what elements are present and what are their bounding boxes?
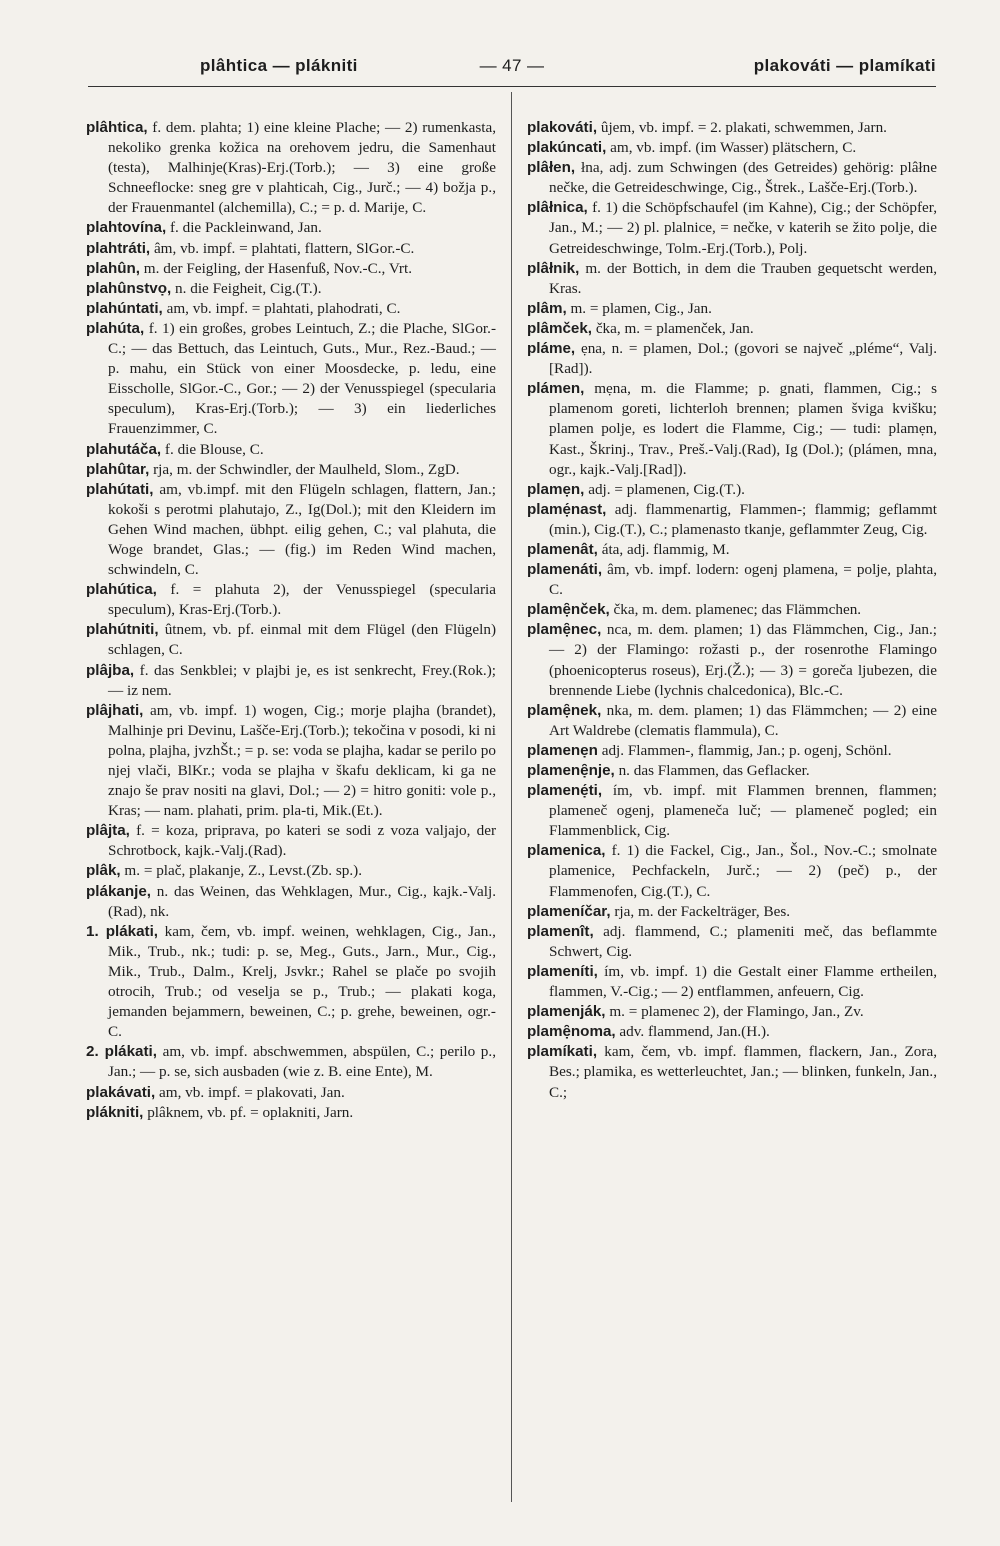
headword: plamẹ̑nček, [527,601,610,619]
definition: am, vb. impf. 1) wogen, Cig.; morje plajha (brandet), Malhinje pri Devinu, Lašče-Erj.(Torb.); tekočina v posodi, ki ni polna, plajha, jvzhŠt.; = p. se: voda se plajha, kadar se perilo po njej vlači, BlKr.; voda se plajha v škafu deklicam, ki ga ne znajo še prav nositi na glavi, Dol.; — 2) = hitro goniti: vole p., Kras; — nam. plahati, prim. pla-ti, Mik.(Et.). [108,701,496,820]
dictionary-entry [86,218,496,238]
page-number: — 47 — [479,56,545,75]
definition: n. das Weinen, das Wehklagen, Mur., Cig., kajk.-Valj.(Rad), nk. [108,882,496,920]
definition: ím, vb. impf. mit Flammen brennen, flammen; plameneč ogenj, plameneča luč; — plameneč pogled; ein Flammenblick, Cig. [549,782,937,840]
running-header [88,56,936,86]
headword: plâłen, [527,159,576,177]
definition: f. = plahuta 2), der Venusspiegel (specularia speculum), Kras-Erj.(Torb.). [108,581,496,619]
headword: plamíkati, [527,1043,598,1061]
headword: plamenẹ́ti, [527,782,603,800]
definition: adj. flammend, C.; plameniti meč, das beflammte Schwert, Cig. [549,922,937,960]
headword: plâjba, [86,661,135,679]
headword: plamenáti, [527,561,603,579]
headword: plâmček, [527,319,593,337]
headword: plamenják, [527,1003,606,1021]
definition: ím, vb. impf. 1) die Gestalt einer Flamme ertheilen, flammen, V.-Cig.; — 2) entflammen, anfeuern, Cig. [549,962,937,1001]
definition: f. = koza, priprava, po kateri se sodi z voza valjajo, der Schrotbock, kajk.-Valj.(Rad). [108,822,496,860]
headword: plamẹ́nast, [527,500,607,518]
definition: plâknem, vb. pf. = oplakniti, Jarn. [143,1103,354,1121]
dictionary-entry [527,1042,937,1102]
dictionary-entry [527,480,937,500]
dictionary-entry [527,339,937,379]
dictionary-entry [527,560,937,600]
definition: m. = plamenec 2), der Flamingo, Jan., Zv. [605,1003,864,1021]
definition: n. die Feigheit, Cig.(T.). [171,279,322,297]
headword: plâhtica, [86,119,148,136]
definition: áta, adj. flammig, M. [597,540,730,558]
dictionary-entry [527,701,937,741]
headword: plâk, [86,862,121,880]
definition: rja, m. der Fackelträger, Bes. [610,902,791,920]
definition: m. = plač, plakanje, Z., Levst.(Zb. sp.). [120,862,363,880]
column-divider [511,92,512,1502]
definition: nka, m. dem. plamen; 1) das Flämmchen; — 2) eine Art Waldrebe (clematis flammula), C. [549,701,937,739]
dictionary-entry [86,319,496,440]
definition: f. die Packleinwand, Jan. [166,219,322,237]
definition: f. dem. plahta; 1) eine kleine Plache; — 2) rumenkasta, nekoliko grenka kožica na orehovem jedru, die Samenhaut (testa), Malhinje(Kras)-Erj.(Torb.); — 3) eine große Schneeflocke: sneg gre v plahticah, Cig., Jurč.; — 4) božja p., der Frauenmantel (alchemilla), C.; = p. d. Marije, C. [108,119,496,217]
dictionary-entry [86,259,496,279]
definition: ûjem, vb. impf. = 2. plakati, schwemmen, Jarn. [597,119,887,136]
dictionary-entry [527,379,937,479]
headword: plahûnstvọ, [86,279,172,297]
definition: n. das Flammen, das Geflacker. [614,762,810,779]
left-column [86,118,496,1123]
definition: adj. Flammen-, flammig, Jan.; p. ogenj, Schönl. [597,741,892,759]
definition: kam, čem, vb. impf. flammen, flackern, Jan., Zora, Bes.; plamika, es wetterleuchtet, Jan.; — blinken, funkeln, Jan., C.; [549,1043,937,1101]
dictionary-entry [527,259,937,299]
headword: plakováti, [527,119,598,136]
dictionary-entry [86,440,496,460]
headword: pláme, [527,340,576,358]
headword: plamẹn, [527,480,585,498]
definition: adj. = plamenen, Cig.(T.). [584,480,745,498]
dictionary-entry [527,1002,937,1022]
headword: plameníčar, [527,902,611,920]
dictionary-entry [86,1083,496,1103]
dictionary-entry [86,882,496,922]
headword: plamenît, [527,922,594,940]
dictionary-entry [527,922,937,962]
header-rule [88,86,936,87]
headword: plahútniti, [86,621,159,639]
headword: plakúncati, [527,139,607,157]
dictionary-entry [527,620,937,700]
dictionary-entry [527,299,937,319]
dictionary-entry [86,1103,496,1123]
dictionary-entry [86,580,496,620]
dictionary-entry [527,781,937,841]
headword: plahtráti, [86,239,151,257]
definition: čka, m. = plamenček, Jan. [592,319,754,337]
headword: plâjhati, [86,701,144,719]
dictionary-entry [86,661,496,701]
headword: plamenât, [527,540,598,558]
definition: m. = plamen, Cig., Jan. [566,299,712,317]
dictionary-entry [527,841,937,901]
headword: plâm, [527,299,567,317]
headword: plahútati, [86,480,154,498]
headword: plamẹ̑noma, [527,1023,616,1041]
dictionary-entry [527,761,937,781]
dictionary-entry [86,701,496,822]
headword: plahûn, [86,259,140,277]
dictionary-entry [527,741,937,761]
dictionary-entry [527,1022,937,1042]
definition: am, vb. impf. = plakovati, Jan. [155,1083,345,1101]
right-column [527,118,937,1103]
definition: rja, m. der Schwindler, der Maulheld, Slom., ZgD. [149,460,460,478]
dictionary-entry [527,540,937,560]
headword: plamenica, [527,842,606,860]
definition: adj. flammenartig, Flammen-; flammig; geflammt (min.), Cig.(T.), C.; plamenasto tkanje, geflammter Zeug, Cig. [549,500,937,538]
definition: am, vb.impf. mit den Flügeln schlagen, flattern, Jan.; kokoši s perotmi plahutajo, Z., Ig(Dol.); mit den Kleidern im Gehen Wind machen, übhpt. eilig gehen, C.; val plahuta, die Woge brandet, Glas.; — (fig.) im Reden Wind machen, schwindeln, C. [108,480,496,579]
dictionary-entry [527,158,937,198]
dictionary-entry [86,821,496,861]
headword: plâjta, [86,822,130,840]
dictionary-entry [527,962,937,1002]
dictionary-entry [86,861,496,881]
definition: łna, adj. zum Schwingen (des Getreides) gehörig: plâłne nečke, die Getreideschwinge, Cig., Štrek., Lašče-Erj.(Torb.). [549,159,937,197]
definition: kam, čem, vb. impf. weinen, wehklagen, Cig., Jan., Mik., Trub., nk.; tudi: p. se, Meg., Guts., Jarn., Mur., Cig., Mik., Trub., Dalm., Krelj, Jsvkr.; Rahel se plače po svojih otrocih, Trub.; od veselja se p., Trub.; — plakati koga, jemanden bejammern, beweinen, C.; p. grehe, beweinen, ogr.-C. [108,922,496,1041]
dictionary-entry [86,239,496,259]
definition: nca, m. dem. plamen; 1) das Flämmchen, Cig., Jan.; — 2) der Flamingo: rožasti p., der rosenrothe Flamingo (phoenicopterus roseus), Erj.(Ž.); — 3) = goreča ljubezen, die brennende Liebe (lychnis chalcedonica), Blc.-C. [549,621,937,699]
dictionary-entry [86,480,496,580]
headword: plâłnica, [527,199,588,217]
headword: plahúta, [86,319,145,337]
header-left-guide-words: plâhtica — plákniti [200,56,358,75]
definition: am, vb. impf. abschwemmen, abspülen, C.; perilo p., Jan.; — p. se, sich ausbaden (wie z. B. eine Ente), M. [108,1043,496,1081]
dictionary-entry [86,118,496,218]
dictionary-entry [86,460,496,480]
headword: plahútica, [86,581,157,599]
definition: mẹna, m. die Flamme; p. gnati, flammen, Cig.; s plamenom goreti, lichterloh brennen; plamen šviga kvišku; plamen polje, es lodert die Flamme, Cig.; — tudi: plamẹn, Kast., Škrinj., Trav., Preš.-Valj.(Rad), Ig (Dol.); (plámen, mna, ogr., kajk.-Valj.[Rad]). [549,380,937,478]
headword: plahûtar, [86,460,150,478]
headword: plákniti, [86,1103,144,1121]
headword: plamenẹn [527,741,598,759]
definition: čka, m. dem. plamenec; das Flämmchen. [609,601,862,619]
dictionary-entry [86,279,496,299]
definition: ẹna, n. = plamen, Dol.; (govori se največ „pléme“, Valj.[Rad]). [549,340,937,378]
headword: plameníti, [527,962,598,980]
headword: plámen, [527,380,585,398]
dictionary-entry [86,922,496,1043]
definition: m. der Feigling, der Hasenfuß, Nov.-C., Vrt. [140,259,412,277]
dictionary-entry [86,1042,496,1082]
dictionary-entry [527,902,937,922]
headword: plâłnik, [527,259,580,277]
definition: f. 1) die Schöpfschaufel (im Kahne), Cig.; der Schöpfer, Jan., M.; — 2) pl. plalnice, = nečke, v katerih se žito polje, die Getreideschwinge, Tolm.-Erj.(Torb.), Polj. [549,199,937,257]
headword: plamẹ̑nec, [527,621,602,639]
headword: plamẹ̑nek, [527,701,602,719]
definition: ûtnem, vb. pf. einmal mit dem Flügel (den Flügeln) schlagen, C. [108,621,496,659]
dictionary-entry [527,319,937,339]
header-right-guide-words: plakováti — plamíkati [753,56,936,75]
definition: adv. flammend, Jan.(H.). [615,1023,770,1041]
definition: am, vb. impf. (im Wasser) plätschern, C. [606,139,857,157]
dictionary-entry [527,138,937,158]
headword: plamenẹ̑nje, [527,762,615,779]
headword: 2. plákati, [86,1043,157,1061]
definition: f. 1) die Fackel, Cig., Jan., Šol., Nov.-C.; smolnate plamenice, Pechfackeln, Jurč.; — 2) (peč) p., der Flammenofen, Cig.(T.), C. [549,842,937,900]
definition: âm, vb. impf. = plahtati, flattern, SlGor.-C. [150,239,415,257]
definition: f. das Senkblei; v plajbi je, es ist senkrecht, Frey.(Rok.); — iz nem. [108,661,496,699]
headword: plákanje, [86,882,151,900]
dictionary-entry [86,299,496,319]
definition: âm, vb. impf. lodern: ogenj plamena, = polje, plahta, C. [549,561,937,599]
headword: plakávati, [86,1083,156,1101]
dictionary-entry [86,620,496,660]
definition: m. der Bottich, in dem die Trauben gequetscht werden, Kras. [549,259,937,297]
definition: f. die Blouse, C. [161,440,264,458]
definition: am, vb. impf. = plahtati, plahodrati, C. [162,299,401,317]
dictionary-entry [527,198,937,258]
definition: f. 1) ein großes, grobes Leintuch, Z.; die Plache, SlGor.-C.; — das Bettuch, das Leintuch, Guts., Mur., Rez.-Baud.; — p. mahu, ein Stück von einer Moosdecke, p. ledu, eine Eisscholle, SlGor.-C., Gor.; — 2) der Venusspiegel (specularia speculum), Kras-Erj.(Torb.); — 3) ein liederliches Frauenzimmer, C. [108,319,496,438]
dictionary-entry [527,600,937,620]
dictionary-entry [527,118,937,138]
headword: plahúntati, [86,299,163,317]
headword: plahutáča, [86,440,162,458]
headword: 1. plákati, [86,922,159,940]
dictionary-entry [527,500,937,540]
headword: plahtovína, [86,219,167,237]
